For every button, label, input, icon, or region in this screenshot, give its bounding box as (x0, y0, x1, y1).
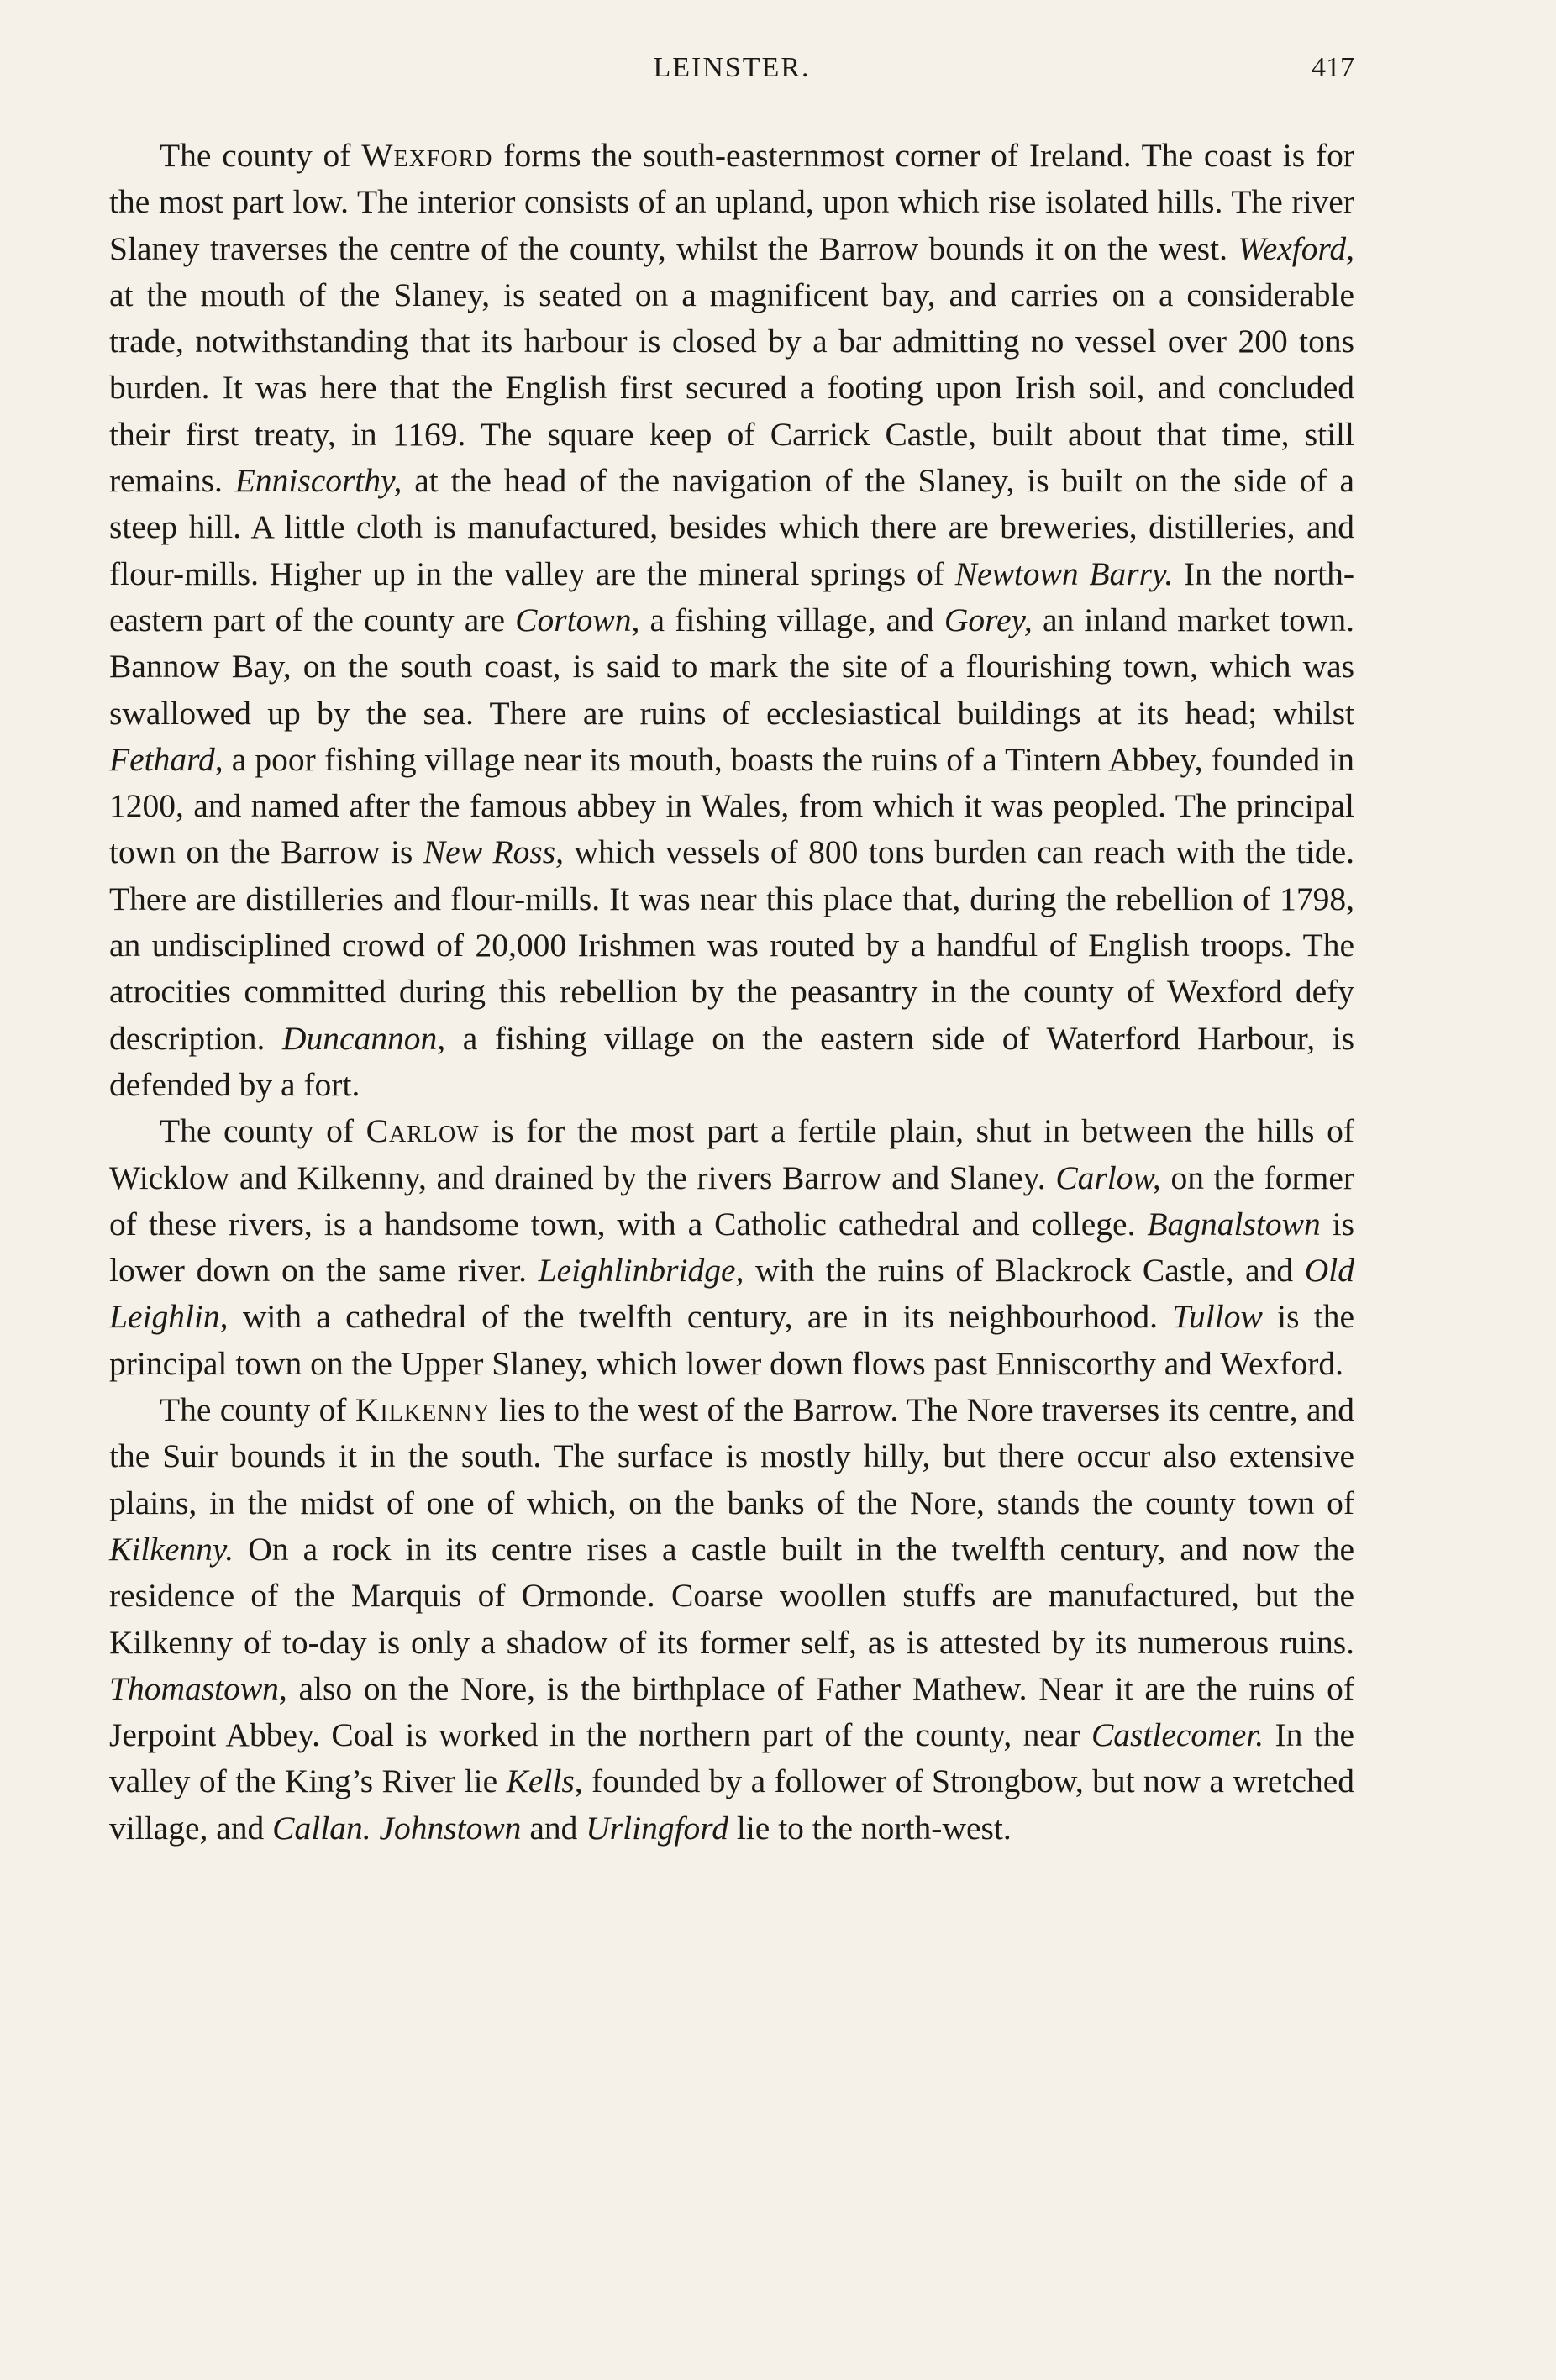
page-number: 417 (1312, 52, 1354, 83)
text-run: In the valley of the King’s River lie (109, 1716, 1354, 1800)
place-name: Bagnalstown (1147, 1205, 1321, 1243)
place-name: Johnstown (379, 1809, 522, 1847)
place-name: Leighlinbridge, (538, 1252, 744, 1290)
text-run: a fishing village, and (639, 601, 944, 638)
text-run: which vessels of 800 tons burden can reach with the tide. There are distilleries and flour-mills. It was near this place that, during the rebellion of 1798, an undisciplined crowd of 20,000 Irishmen was routed by a handful of English troops. The atrocities committed during this rebellion by the peasantry in the county of Wexford defy description. (109, 833, 1354, 1057)
place-name: Gorey, (944, 601, 1033, 638)
paragraph (109, 133, 1354, 1108)
text-run: with a cathedral of the twelfth century, are in its neighbourhood. (228, 1298, 1173, 1336)
text-run: a fishing village on the eastern side of Waterford Harbour, is defended by a fort. (109, 1019, 1354, 1103)
place-name: Callan. (272, 1809, 371, 1847)
place-name: Old Leighlin, (109, 1252, 1354, 1336)
text-run: On a rock in its centre rises a castle built in the twelfth century, and now the residence of the Marquis of Ormonde. Coarse woollen stuffs are manufactured, but the Kilkenny of to-day is only a shadow of its former self, as is attested by its numerous ruins. (109, 1530, 1354, 1661)
text-run: is the principal town on the Upper Slaney, which lower down flows past Enniscorthy and Wexford. (109, 1298, 1354, 1382)
place-name: Duncannon, (281, 1019, 446, 1057)
place-name: Fethard, (109, 740, 223, 778)
running-head: LEINSTER. (653, 52, 811, 83)
place-name: Tullow (1172, 1298, 1263, 1336)
place-name: Wexford, (1238, 229, 1354, 267)
text-run: with the ruins of Blackrock Castle, and (744, 1252, 1305, 1290)
text-run: forms the south-easternmost corner of Ireland. The coast is for the most part low. The interior consists of an upland, upon which rise isolated hills. The river Slaney traverses the centre of the county, whilst the Barrow bounds it on the west. (109, 137, 1354, 267)
place-name: New Ross, (423, 833, 564, 871)
text-run: The county of (160, 1391, 355, 1429)
paragraph (109, 1108, 1354, 1387)
text-run: on the former of these rivers, is a handsome town, with a Catholic cathedral and college. (109, 1158, 1355, 1243)
text-run (371, 1810, 380, 1847)
body-text (109, 133, 1354, 1852)
place-name: Thomastown, (109, 1669, 287, 1707)
text-run: at the mouth of the Slaney, is seated on a magnificent bay, and carries on a considerable trade, notwithstanding that its harbour is closed by a bar admitting no vessel over 200 tons burden. It was here that the English first secured a footing upon Irish soil, and concluded their first treaty, in 1169. The square keep of Carrick Castle, built about that time, still remains. (109, 276, 1354, 500)
text-run: a poor fishing village near its mouth, boasts the ruins of a Tintern Abbey, founded in 1200, and named after the famous abbey in Wales, from which it was peopled. The principal town on the Barrow is (109, 740, 1354, 871)
text-run: The county of (160, 137, 362, 174)
text-run: lies to the west of the Barrow. The Nore traverses its centre, and the Suir bounds it in the south. The surface is mostly hilly, but there occur also extensive plains, in the midst of one of which, on the banks of the Nore, stands the county town of (109, 1391, 1354, 1521)
text-run: also on the Nore, is the birthplace of Father Mathew. Near it are the ruins of Jerpoint Abbey. Coal is worked in the northern part of the county, near (109, 1669, 1354, 1754)
paragraph (109, 1387, 1354, 1852)
place-name: Urlingford (586, 1809, 728, 1847)
text-run: and (521, 1809, 586, 1847)
text-run: is for the most part a fertile plain, shut in between the hills of Wicklow and Kilkenny, and drained by the rivers Barrow and Slaney. (109, 1112, 1354, 1196)
place-name: Enniscorthy, (234, 462, 402, 500)
county-name: Carlow (365, 1112, 480, 1150)
place-name: Newtown Barry. (954, 554, 1174, 592)
page-header (109, 52, 1354, 102)
text-run: The county of (160, 1112, 366, 1150)
text-run: is lower down on the same river. (109, 1205, 1354, 1290)
text-run: founded by a follower of Strongbow, but now a wretched village, and (109, 1763, 1354, 1847)
text-run: lie to the north-west. (728, 1809, 1012, 1847)
place-name: Castlecomer. (1091, 1716, 1264, 1754)
place-name: Cortown, (515, 601, 640, 638)
county-name: Kilkenny (355, 1391, 491, 1429)
text-run: an inland market town. Bannow Bay, on the south coast, is said to mark the site of a flourishing town, which was swallowed up by the sea. There are ruins of ecclesiastical buildings at its head; whilst (109, 601, 1355, 732)
county-name: Wexford (361, 137, 493, 174)
text-run: In the north-eastern part of the county are (109, 554, 1355, 638)
text-run: at the head of the navigation of the Slaney, is built on the side of a steep hill. A little cloth is manufactured, besides which there are breweries, distilleries, and flour-mills. Higher up in the valley are the mineral springs of (109, 462, 1354, 592)
place-name: Carlow, (1055, 1158, 1161, 1196)
place-name: Kilkenny. (109, 1530, 234, 1568)
place-name: Kells, (506, 1763, 583, 1800)
